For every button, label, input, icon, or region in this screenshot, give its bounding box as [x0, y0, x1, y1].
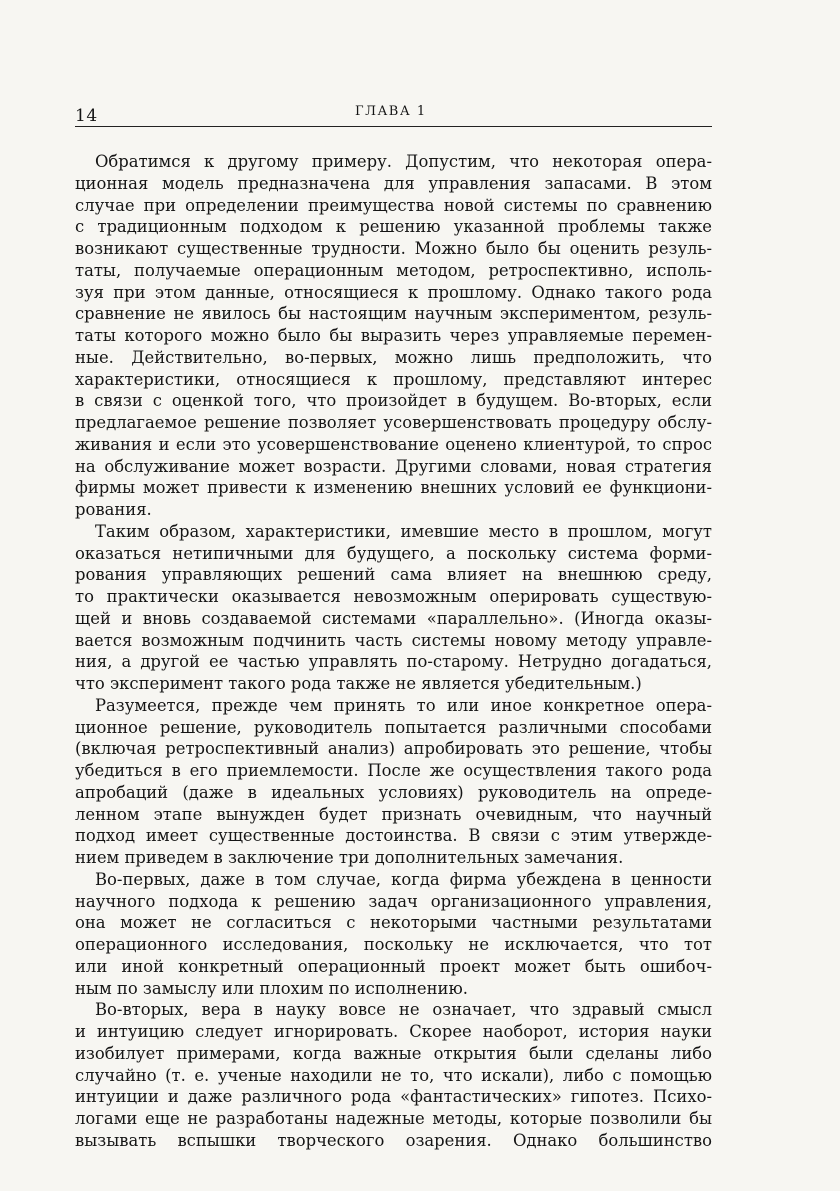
paragraph	[75, 151, 712, 521]
text-line: ным по замыслу или плохим по исполнению.	[75, 978, 468, 998]
text-line: ционное решение, руководитель попытается различными способами	[75, 717, 712, 737]
text-line: (включая ретроспективный анализ) апробировать это решение, чтобы	[75, 739, 712, 759]
text-line: Обратимся к другому примеру. Допустим, что некоторая опера-	[95, 152, 712, 171]
running-header	[75, 104, 712, 127]
paragraph	[75, 999, 712, 1151]
body-text	[75, 151, 712, 1152]
text-line: или иной конкретный операционный проект может быть ошибоч-	[75, 956, 712, 976]
text-line: живания и если это усовершенствование оценено клиентурой, то спрос	[75, 434, 712, 454]
text-line: на обслуживание может возрасти. Другими словами, новая стратегия	[75, 456, 712, 476]
text-line: таты, получаемые операционным методом, ретроспективно, исполь-	[75, 260, 712, 280]
text-line: операционного исследования, поскольку не исключается, что тот	[75, 935, 712, 954]
text-line: нием приведем в заключение три дополнительных замечания.	[75, 848, 624, 867]
text-line: характеристики, относящиеся к прошлому, представляют интерес	[75, 369, 712, 389]
text-line: Во-вторых, вера в науку вовсе не означает, что здравый смысл	[95, 1000, 712, 1020]
text-line: вызывать вспышки творческого озарения. Однако большинство	[75, 1130, 712, 1150]
text-line: вается возможным подчинить часть системы новому методу управле-	[75, 630, 712, 650]
text-line: подход имеет существенные достоинства. В связи с этим утвержде-	[75, 826, 712, 846]
paragraph	[75, 695, 712, 869]
text-line: Во-первых, даже в том случае, когда фирма убеждена в ценности	[95, 869, 712, 889]
text-line: щей и вновь создаваемой системами «параллельно». (Иногда оказы-	[75, 608, 712, 628]
text-line: возникают существенные трудности. Можно было бы оценить резуль-	[75, 239, 712, 258]
text-line: зуя при этом данные, относящиеся к прошлому. Однако такого рода	[75, 282, 712, 302]
text-line: научного подхода к решению задач организационного управления,	[75, 891, 712, 911]
text-line: ния, а другой ее частью управлять по-старому. Нетрудно догадаться,	[75, 652, 712, 672]
text-line: логами еще не разработаны надежные методы, которые позволили бы	[75, 1109, 712, 1128]
text-line: то практически оказывается невозможным оперировать существую-	[75, 587, 712, 606]
book-page	[75, 104, 712, 1152]
text-line: оказаться нетипичными для будущего, а поскольку система форми-	[75, 543, 712, 563]
text-line: рования.	[75, 500, 152, 519]
text-line: Разумеется, прежде чем принять то или иное конкретное опера-	[95, 695, 712, 715]
text-line: Таким образом, характеристики, имевшие место в прошлом, могут	[95, 521, 712, 541]
text-line: таты которого можно было бы выразить через управляемые перемен-	[75, 326, 712, 345]
text-line: в связи с оценкой того, что произойдет в будущем. Во-вторых, если	[75, 391, 712, 411]
page-number: 14	[75, 106, 98, 126]
text-line: изобилует примерами, когда важные открытия были сделаны либо	[75, 1043, 712, 1063]
text-line: ные. Действительно, во-первых, можно лишь предположить, что	[75, 347, 712, 367]
text-line: сравнение не явилось бы настоящим научным экспериментом, резуль-	[75, 304, 712, 324]
text-line: с традиционным подходом к решению указанной проблемы также	[75, 217, 712, 237]
text-line: и интуицию следует игнорировать. Скорее наоборот, история науки	[75, 1022, 712, 1041]
paragraph	[75, 869, 712, 1000]
text-line: апробаций (даже в идеальных условиях) руководитель на опреде-	[75, 782, 712, 802]
text-line: она может не согласиться с некоторыми частными результатами	[75, 913, 712, 933]
text-line: предлагаемое решение позволяет усовершенствовать процедуру обслу-	[75, 413, 712, 432]
text-line: ционная модель предназначена для управления запасами. В этом	[75, 173, 712, 193]
paragraph	[75, 521, 712, 695]
text-line: ленном этапе вынужден будет признать очевидным, что научный	[75, 804, 712, 824]
text-line: случайно (т. е. ученые находили не то, что искали), либо с помощью	[75, 1065, 712, 1085]
text-line: фирмы может привести к изменению внешних условий ее функциони-	[75, 478, 712, 498]
text-line: что эксперимент такого рода также не является убедительным.)	[75, 674, 642, 693]
text-line: рования управляющих решений сама влияет на внешнюю среду,	[75, 565, 712, 585]
chapter-title: ГЛАВА 1	[355, 104, 427, 119]
text-line: случае при определении преимущества новой системы по сравнению	[75, 195, 712, 215]
text-line: интуиции и даже различного рода «фантастических» гипотез. Психо-	[75, 1087, 712, 1107]
text-line: убедиться в его приемлемости. После же осуществления такого рода	[75, 761, 712, 780]
